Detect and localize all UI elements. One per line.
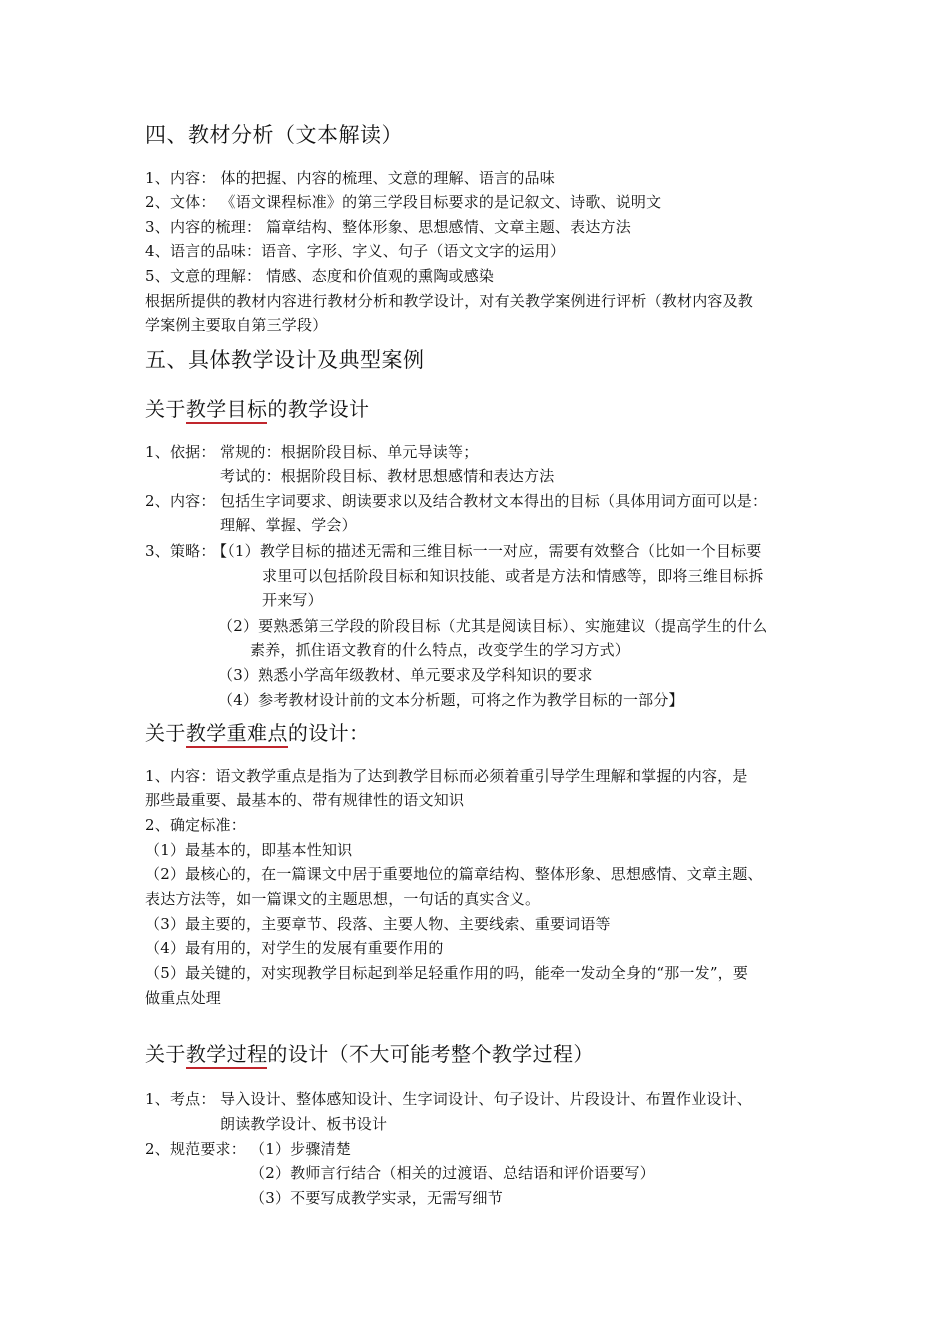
keypoints-line-5: （2）最核心的，在一篇课文中居于重要地位的篇章结构、整体形象、思想感情、文章主题、 (145, 865, 763, 883)
section4-title: 四、教材分析（文本解读） (145, 123, 403, 147)
goals-heading (145, 394, 369, 424)
section4-note-line2: 学案例主要取自第三学段） (145, 316, 328, 334)
process-norm-label: 2、规范要求： (145, 1140, 246, 1158)
keypoints-line-1: 1、内容：语文教学重点是指为了达到教学目标而必须着重引导学生理解和掌握的内容，是 (145, 767, 748, 785)
process-norm-3: （3）不要写成教学实录，无需写细节 (250, 1189, 503, 1207)
process-heading (145, 1039, 594, 1069)
goals-basis-2: 考试的：根据阶段目标、教材思想感情和表达方法 (220, 467, 555, 485)
process-heading-pre: 关于 (145, 1042, 186, 1066)
process-heading-underlined: 教学过程 (186, 1042, 268, 1069)
goals-strategy-2b: 素养，抓住语文教育的什么特点，改变学生的学习方式） (250, 641, 631, 659)
goals-basis-1: 常规的：根据阶段目标、单元导读等； (220, 443, 479, 461)
goals-strategy-3: （3）熟悉小学高年级教材、单元要求及学科知识的要求 (218, 666, 593, 684)
keypoints-line-7: （3）最主要的，主要章节、段落、主要人物、主要线索、重要词语等 (145, 915, 611, 933)
section4-item-4: 4、语言的品味：语音、字形、字义、句子（语文文字的运用） (145, 242, 566, 260)
keypoints-line-8: （4）最有用的，对学生的发展有重要作用的 (145, 939, 444, 957)
process-heading-post: 的设计（不大可能考整个教学过程） (267, 1042, 594, 1066)
keypoints-line-6: 表达方法等，如一篇课文的主题思想，一句话的真实含义。 (145, 890, 541, 908)
keypoints-line-10: 做重点处理 (145, 989, 222, 1007)
process-norm-1: （1）步骤清楚 (250, 1140, 351, 1158)
section4-item-5: 5、文意的理解： 情感、态度和价值观的熏陶或感染 (145, 267, 495, 285)
goals-content-1: 包括生字词要求、朗读要求以及结合教材文本得出的目标（具体用词方面可以是： (220, 492, 768, 510)
keypoints-heading-pre: 关于 (145, 721, 186, 745)
keypoints-line-9: （5）最关键的，对实现教学目标起到举足轻重作用的吗，能牵一发动全身的“那一发”，要 (145, 964, 749, 982)
process-exam-1: 导入设计、整体感知设计、生字词设计、句子设计、片段设计、布置作业设计、 (220, 1090, 753, 1108)
goals-strategy-1c: 开来写） (262, 591, 323, 609)
goals-heading-post: 的教学设计 (267, 397, 370, 421)
keypoints-heading (145, 718, 369, 748)
keypoints-line-2: 那些最重要、最基本的、带有规律性的语文知识 (145, 791, 465, 809)
goals-strategy-1b: 求里可以包括阶段目标和知识技能、或者是方法和情感等，即将三维目标拆 (262, 567, 764, 585)
process-norm-2: （2）教师言行结合（相关的过渡语、总结语和评价语要写） (250, 1164, 655, 1182)
process-exam-2: 朗读教学设计、板书设计 (220, 1115, 388, 1133)
section5-title: 五、具体教学设计及典型案例 (145, 348, 425, 372)
section4-item-2: 2、文体： 《语文课程标准》的第三学段目标要求的是记叙文、诗歌、说明文 (145, 193, 662, 211)
goals-strategy-1a: 【（1）教学目标的描述无需和三维目标一一对应，需要有效整合（比如一个目标要 (212, 542, 762, 560)
goals-strategy-2a: （2）要熟悉第三学段的阶段目标（尤其是阅读目标）、实施建议（提高学生的什么 (218, 617, 768, 635)
goals-content-2: 理解、掌握、学会） (220, 516, 357, 534)
goals-content-label: 2、内容： (145, 492, 216, 510)
keypoints-heading-underlined: 教学重难点 (186, 721, 288, 748)
section4-item-1: 1、内容： 体的把握、内容的梳理、文意的理解、语言的品味 (145, 169, 555, 187)
goals-heading-pre: 关于 (145, 397, 186, 421)
process-exam-label: 1、考点： (145, 1090, 216, 1108)
keypoints-line-3: 2、确定标准： (145, 816, 246, 834)
goals-strategy-label: 3、策略： (145, 542, 216, 560)
goals-heading-underlined: 教学目标 (186, 397, 268, 424)
keypoints-heading-post: 的设计： (287, 721, 370, 745)
goals-basis-label: 1、依据： (145, 443, 216, 461)
section4-item-3: 3、内容的梳理： 篇章结构、整体形象、思想感情、文章主题、表达方法 (145, 218, 631, 236)
section4-note-line1: 根据所提供的教材内容进行教材分析和教学设计，对有关教学案例进行评析（教材内容及教 (145, 292, 754, 310)
goals-strategy-4: （4）参考教材设计前的文本分析题，可将之作为教学目标的一部分】 (218, 691, 684, 709)
keypoints-line-4: （1）最基本的，即基本性知识 (145, 841, 353, 859)
